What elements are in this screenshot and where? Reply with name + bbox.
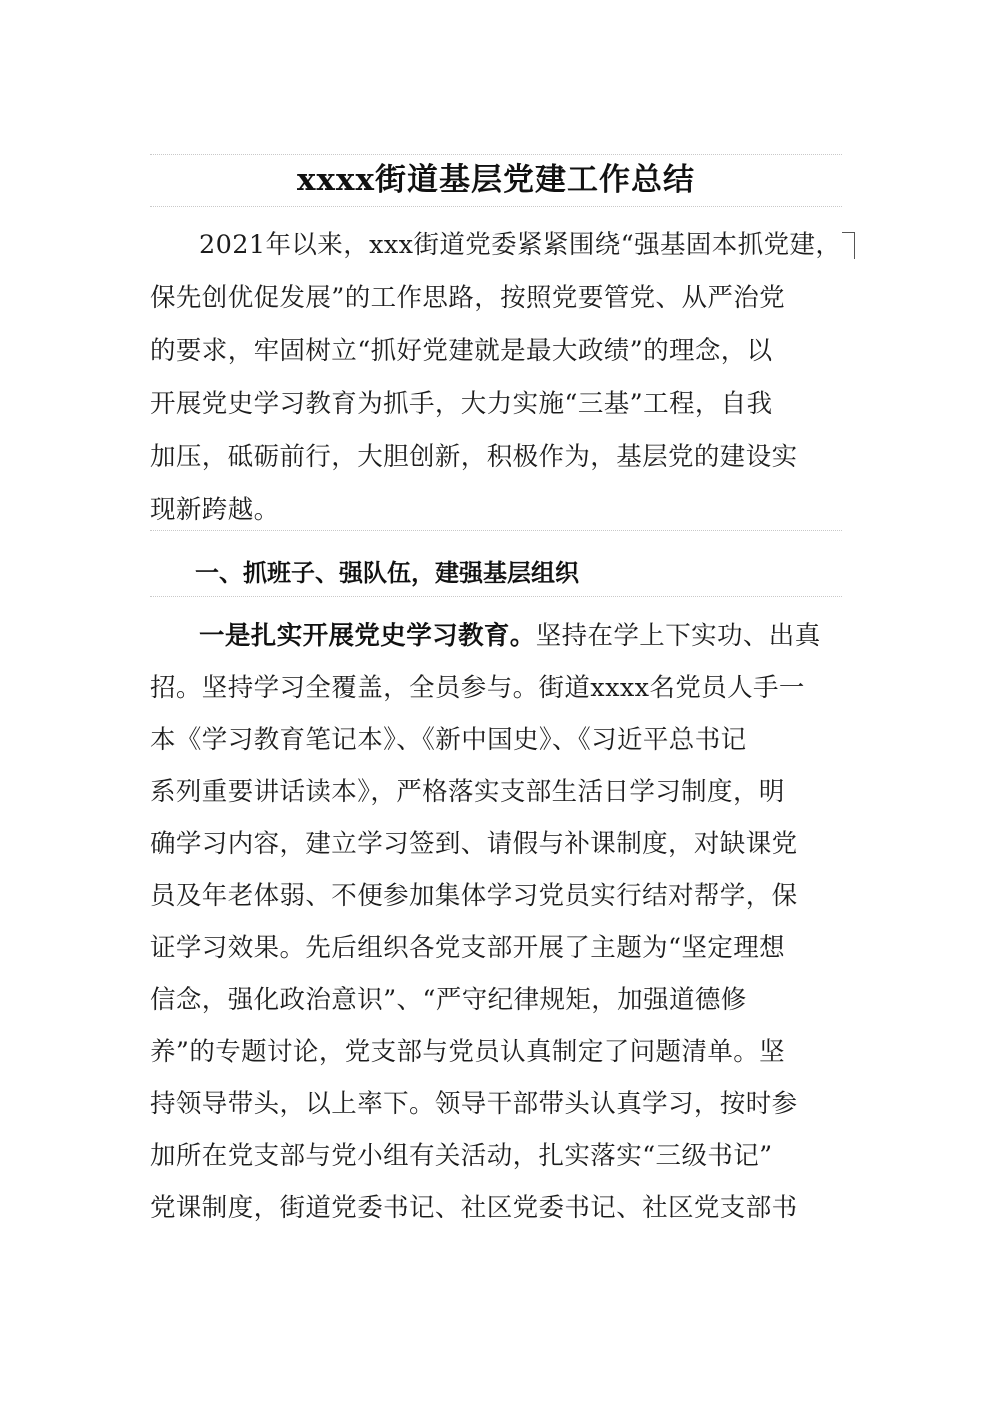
intro-line: 现新跨越。 xyxy=(150,495,280,525)
section-heading: 一、抓班子、强队伍，建强基层组织 xyxy=(195,559,579,587)
item1-line: 信念，强化政治意识”、“严守纪律规矩，加强道德修 xyxy=(150,985,747,1015)
item1-first-rest: 坚持在学上下实功、出真 xyxy=(535,621,821,651)
intro-line: 开展党史学习教育为抓手，大力实施“三基”工程，自我 xyxy=(150,389,773,419)
title-bottom-divider xyxy=(150,206,842,207)
item1-line: 养”的专题讨论，党支部与党员认真制定了问题清单。坚 xyxy=(150,1037,786,1067)
item1-line: 本《学习教育笔记本》、《新中国史》、《习近平总书记 xyxy=(150,725,747,755)
item1-line: 加所在党支部与党小组有关活动，扎实落实“三级书记” xyxy=(150,1141,773,1171)
intro-line: 保先创优促发展”的工作思路，按照党要管党、从严治党 xyxy=(150,283,786,313)
intro-line: 加压，砥砺前行，大胆创新，积极作为，基层党的建设实 xyxy=(150,442,798,472)
item1-line: 员及年老体弱、不便参加集体学习党员实行结对帮学，保 xyxy=(150,881,798,911)
document-title: xxxx街道基层党建工作总结 xyxy=(297,162,695,198)
paragraph-divider xyxy=(150,530,842,531)
item1-first-line xyxy=(199,621,821,651)
item1-line: 确学习内容，建立学习签到、请假与补课制度，对缺课党 xyxy=(150,829,798,859)
margin-corner-mark xyxy=(842,232,855,259)
item1-line: 党课制度，街道党委书记、社区党委书记、社区党支部书 xyxy=(150,1193,798,1223)
item1-lead: 一是扎实开展党史学习教育。 xyxy=(199,621,536,651)
item1-line: 证学习效果。先后组织各党支部开展了主题为“坚定理想 xyxy=(150,933,786,963)
item1-line: 系列重要讲话读本》，严格落实支部生活日学习制度，明 xyxy=(150,777,785,807)
item1-line: 招。坚持学习全覆盖，全员参与。街道xxxx名党员人手一 xyxy=(150,673,805,703)
intro-line: 的要求，牢固树立“抓好党建就是最大政绩”的理念，以 xyxy=(150,336,773,366)
heading-divider xyxy=(150,596,842,597)
item1-line: 持领导带头，以上率下。领导干部带头认真学习，按时参 xyxy=(150,1089,798,1119)
intro-line: 2021年以来，xxx街道党委紧紧围绕“强基固本抓党建， xyxy=(199,230,842,260)
